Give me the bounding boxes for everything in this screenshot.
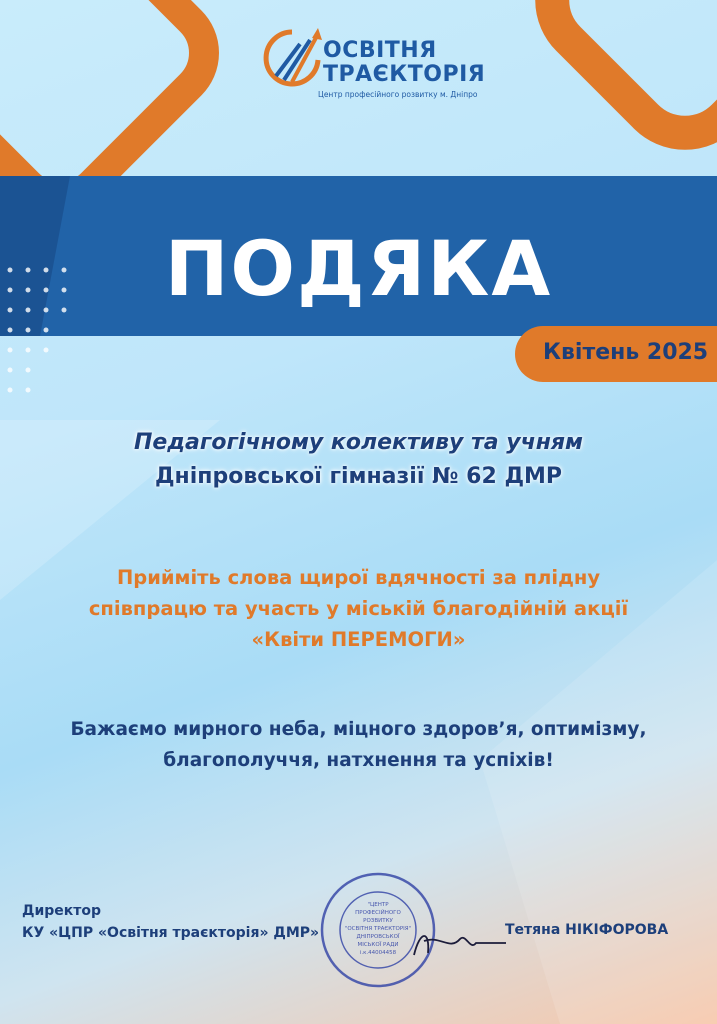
message-line-1: Прийміть слова щирої вдячності за плідну <box>116 566 601 589</box>
gratitude-message <box>0 562 717 655</box>
wishes-line-2: благополуччя, натхнення та успіхів! <box>163 750 554 771</box>
orange-frame-right <box>529 0 717 156</box>
logo-subtitle: Центр професійного розвитку м. Дніпро <box>318 90 478 99</box>
stamp-line-3: РОЗВИТКУ <box>363 918 393 924</box>
stamp-line-1: "ЦЕНТР <box>367 902 389 908</box>
date-badge: Квітень 2025 <box>543 340 709 365</box>
stamp-line-4: "ОСВІТНЯ ТРАЄКТОРІЯ" <box>344 926 412 932</box>
message-line-2: співпрацю та участь у міській благодійній акції <box>88 597 629 620</box>
stamp-line-7: і.к.44004458 <box>359 950 397 956</box>
recipient-line-2: Дніпровської гімназії № 62 ДМР <box>154 464 563 489</box>
wishes-block <box>0 714 717 776</box>
logo-line-2: ТРАЄКТОРІЯ <box>323 62 486 87</box>
message-line-3: «Квіти ПЕРЕМОГИ» <box>251 628 466 651</box>
stamp-line-6: МІСЬКОЇ РАДИ <box>357 942 399 948</box>
signatory-organization: КУ «ЦПР «Освітня траєкторія» ДМР» <box>22 925 320 941</box>
handwritten-signature <box>410 925 510 965</box>
signatory-position: Директор <box>22 903 102 919</box>
rising-arrows-logo-icon <box>262 26 322 90</box>
stamp-line-2: ПРОФЕСІЙНОГО <box>355 910 401 916</box>
wishes-line-1: Бажаємо мирного неба, міцного здоров’я, оптимізму, <box>70 719 647 740</box>
logo-line-1: ОСВІТНЯ <box>323 38 437 63</box>
signatory-name: Тетяна НІКІФОРОВА <box>505 922 669 938</box>
recipient-line-1: Педагогічному колективу та учням <box>133 430 584 455</box>
recipient-block <box>0 426 717 494</box>
stamp-line-5: ДНІПРОВСЬКОЇ <box>356 934 400 940</box>
signatory-block <box>22 900 319 944</box>
page-title: ПОДЯКА <box>164 224 553 313</box>
